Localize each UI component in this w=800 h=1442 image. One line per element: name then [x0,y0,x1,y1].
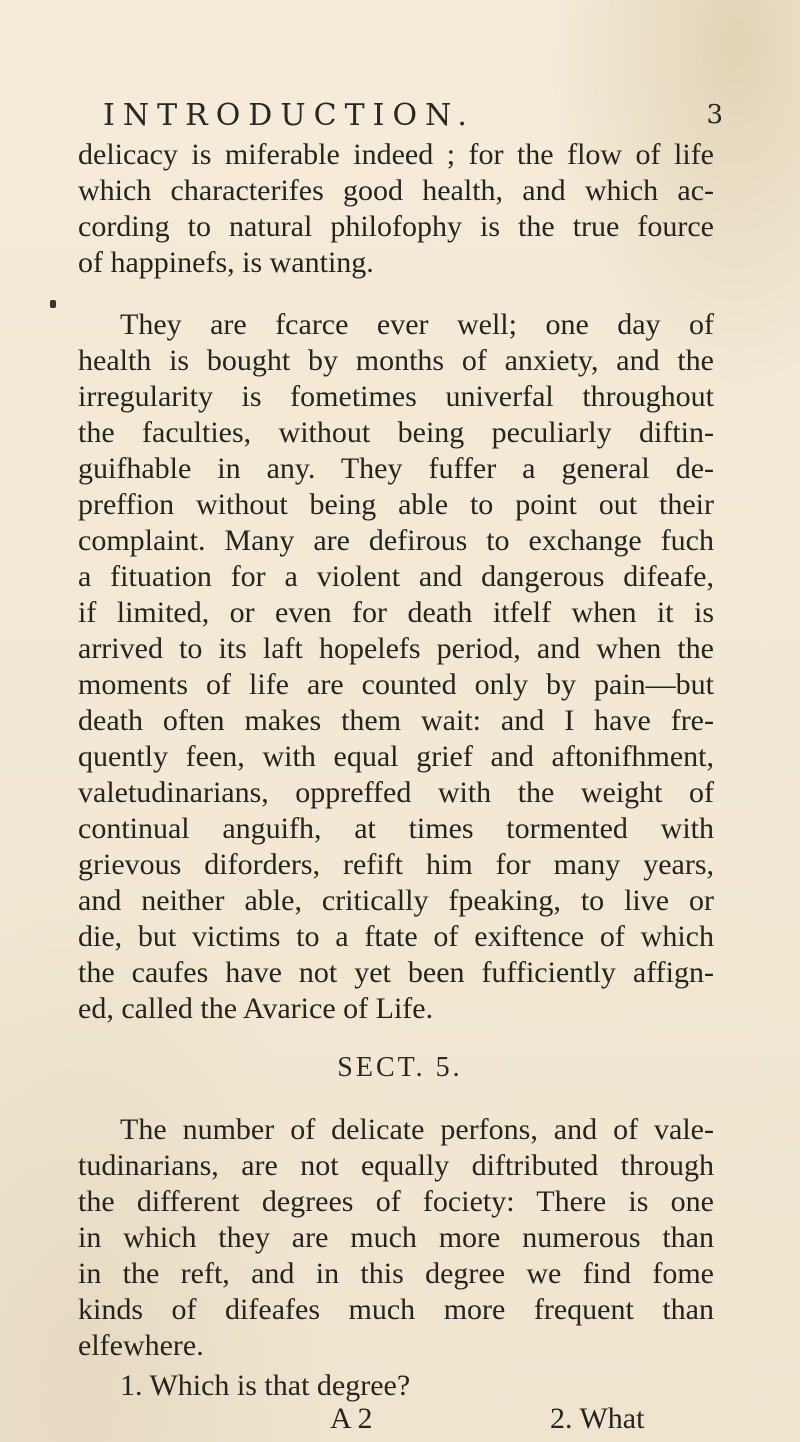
text-line: of happinefs, is wanting. [78,246,374,279]
text-line: a fituation for a violent and dangerous difeafe, [78,560,714,593]
page-footer [0,1402,800,1442]
running-head-title: INTRODUCTION. [103,98,475,133]
text-line: continual anguifh, at times tormented with [78,812,714,845]
section-heading: SECT. 5. [337,1052,463,1083]
running-head [103,98,723,138]
text-line: the faculties, without being peculiarly diftin- [78,416,714,449]
text-line: preffion without being able to point out their [78,488,714,521]
question-line: 1. Which is that degree? [120,1369,411,1402]
text-line: The number of delicate perfons, and of vale- [120,1113,714,1146]
text-line: and neither able, critically fpeaking, to live or [78,884,714,917]
margin-ink-mark [50,300,56,308]
catchword: 2. What [550,1402,645,1435]
text-line: moments of life are counted only by pain—but [78,668,714,701]
text-line: irregularity is fometimes univerfal throughout [78,380,714,413]
text-line: tudinarians, are not equally diftributed through [78,1149,714,1182]
text-line: the caufes have not yet been fufficiently affign- [78,956,714,989]
text-line: which characterifes good health, and which ac- [78,174,714,207]
text-line: in which they are much more numerous than [78,1221,714,1254]
text-line: guifhable in any. They fuffer a general de- [78,452,714,485]
text-line: death often makes them wait: and I have fre- [78,704,714,737]
text-line: delicacy is miferable indeed ; for the flow of life [78,138,714,171]
text-line: quently feen, with equal grief and aftonifhment, [78,740,714,773]
page-number: 3 [706,100,723,130]
text-line: arrived to its laft hopelefs period, and when the [78,632,714,665]
signature-mark: A 2 [330,1402,373,1435]
text-line: health is bought by months of anxiety, and the [78,344,714,377]
text-line: elfewhere. [78,1329,204,1362]
text-line: grievous diforders, refift him for many years, [78,848,714,881]
text-line: kinds of difeafes much more frequent than [78,1293,714,1326]
text-line: die, but victims to a ftate of exiftence of which [78,920,714,953]
text-line: complaint. Many are defirous to exchange fuch [78,524,714,557]
text-line: ed, called the Avarice of Life. [78,992,434,1025]
text-line: valetudinarians, oppreffed with the weight of [78,776,714,809]
text-line: in the reft, and in this degree we find fome [78,1257,714,1290]
text-line: if limited, or even for death itfelf when it is [78,596,714,629]
text-line: They are fcarce ever well; one day of [120,308,714,341]
text-line: cording to natural philofophy is the true fource [78,210,714,243]
text-line: the different degrees of fociety: There is one [78,1185,714,1218]
